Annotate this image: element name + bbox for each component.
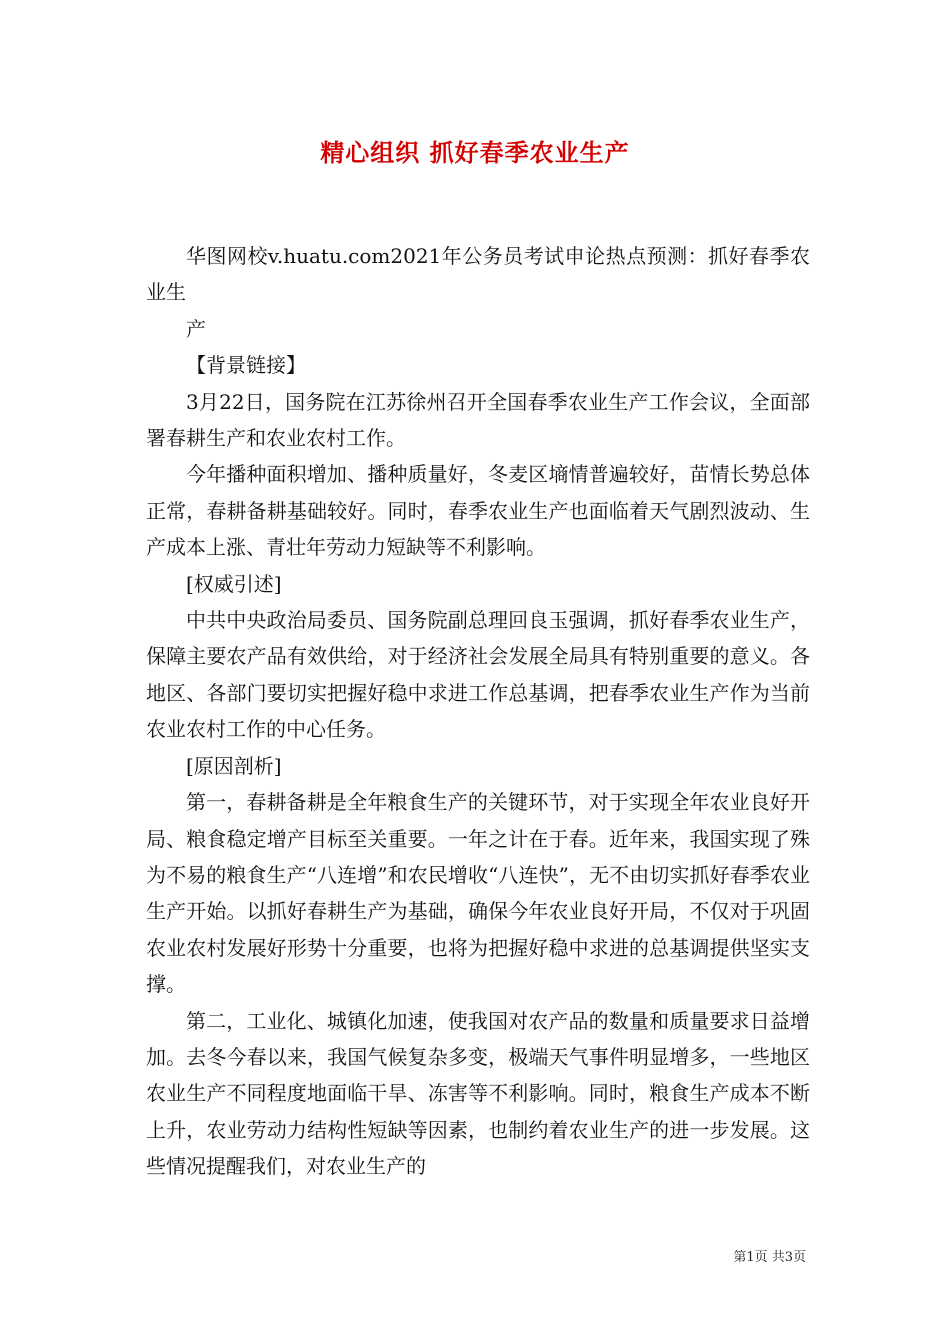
paragraph: 今年播种面积增加、播种质量好，冬麦区墒情普遍较好，苗情长势总体正常，春耕备耕基础较好。同时，春季农业生产也面临着天气剧烈波动、生产成本上涨、青壮年劳动力短缺等不利影响。: [146, 462, 810, 560]
paragraph: 中共中央政治局委员、国务院副总理回良玉强调，抓好春季农业生产，保障主要农产品有效供给，对于经济社会发展全局具有特别重要的意义。各地区、各部门要切实把握好稳中求进工作总基调，把春季农业生产作为当前农业农村工作的中心任务。: [146, 608, 810, 742]
paragraph-intro: 华图网校v.huatu.com2021年公务员考试申论热点预测：抓好春季农业生: [146, 244, 810, 305]
paragraph-intro-continued: 产: [186, 316, 206, 341]
document-title: 精心组织 抓好春季农业生产: [320, 139, 630, 167]
document-body: [146, 238, 810, 1185]
section-heading-authority: [权威引述]: [186, 571, 282, 596]
paragraph: 第二，工业化、城镇化加速，使我国对农产品的数量和质量要求日益增加。去冬今春以来，我国气候复杂多变，极端天气事件明显增多，一些地区农业生产不同程度地面临干旱、冻害等不利影响。同时，粮食生产成本不断上升，农业劳动力结构性短缺等因素，也制约着农业生产的进一步发展。这些情况提醒我们，对农业生产的: [146, 1008, 810, 1179]
section-heading-analysis: [原因剖析]: [186, 753, 282, 778]
page-number: 第1页 共3页: [733, 1250, 806, 1265]
paragraph: 3月22日，国务院在江苏徐州召开全国春季农业生产工作会议，全面部署春耕生产和农业农村工作。: [146, 389, 810, 451]
paragraph: 第一，春耕备耕是全年粮食生产的关键环节，对于实现全年农业良好开局、粮食稳定增产目标至关重要。一年之计在于春。近年来，我国实现了殊为不易的粮食生产“八连增”和农民增收“八连快”，无不由切实抓好春季农业生产开始。以抓好春耕生产为基础，确保今年农业良好开局，不仅对于巩固农业农村发展好形势十分重要，也将为把握好稳中求进的总基调提供坚实支撑。: [146, 790, 810, 997]
section-heading-background: 【背景链接】: [186, 353, 306, 378]
